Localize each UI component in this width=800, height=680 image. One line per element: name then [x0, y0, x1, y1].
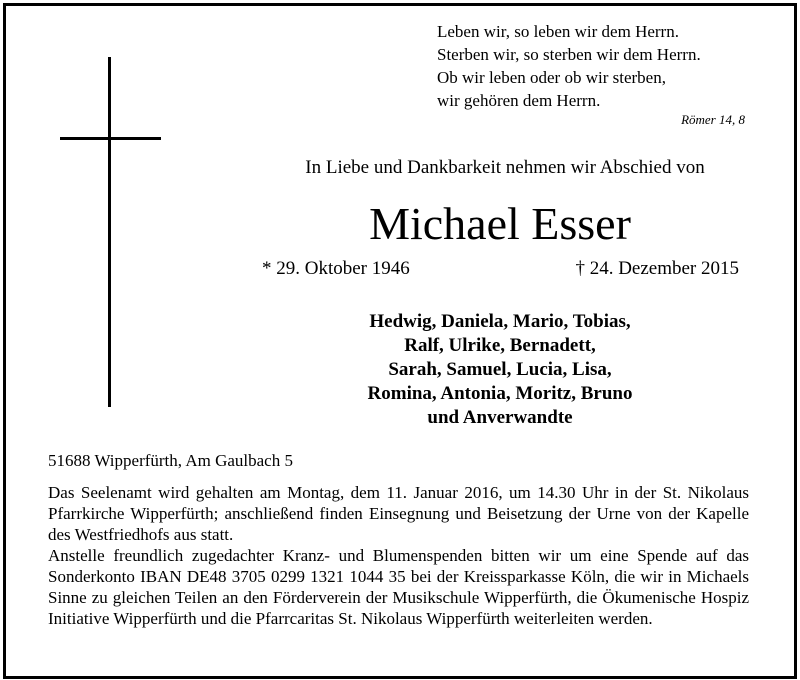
mourner-line: Ralf, Ulrike, Bernadett, [404, 335, 596, 356]
verse-reference: Römer 14, 8 [681, 112, 745, 127]
bible-verse [437, 20, 757, 112]
cross-icon-horizontal-bar [60, 137, 161, 140]
farewell-intro: In Liebe und Dankbarkeit nehmen wir Abschied von [305, 157, 705, 178]
mourner-line: und Anverwandte [427, 407, 573, 428]
mourners-list [300, 310, 700, 430]
birth-date: * 29. Oktober 1946 [262, 258, 410, 279]
death-date: † 24. Dezember 2015 [575, 258, 739, 279]
verse-line: Ob wir leben oder ob wir sterben, [437, 68, 666, 87]
deceased-name: Michael Esser [369, 198, 631, 249]
mourner-line: Romina, Antonia, Moritz, Bruno [367, 383, 633, 404]
service-details [48, 482, 749, 629]
verse-line: Leben wir, so leben wir dem Herrn. [437, 22, 679, 41]
funeral-service-paragraph: Das Seelenamt wird gehalten am Montag, dem 11. Januar 2016, um 14.30 Uhr in der St. Nikolaus Pfarrkirche Wipperfürth; anschließend finden Einsegnung und Beisetzung der Urne von der Kapelle des Westfriedhofs aus statt. [48, 483, 749, 544]
mourner-line: Hedwig, Daniela, Mario, Tobias, [369, 311, 631, 332]
cross-icon-vertical-bar [108, 57, 111, 407]
verse-line: Sterben wir, so sterben wir dem Herrn. [437, 45, 701, 64]
donation-paragraph: Anstelle freundlich zugedachter Kranz- und Blumenspenden bitten wir um eine Spende auf das Sonderkonto IBAN DE48 3705 0299 1321 1044 35 bei der Kreissparkasse Köln, die wir in Michaels Sinne zu gleichen Teilen an den Förderverein der Musikschule Wipperfürth, die Ökumenische Hospiz Initiative Wipperfürth und die Pfarrcaritas St. Nikolaus Wipperfürth weiterleiten werden. [48, 546, 749, 628]
verse-line: wir gehören dem Herrn. [437, 91, 601, 110]
mourner-line: Sarah, Samuel, Lucia, Lisa, [388, 359, 612, 380]
family-address: 51688 Wipperfürth, Am Gaulbach 5 [48, 451, 293, 470]
